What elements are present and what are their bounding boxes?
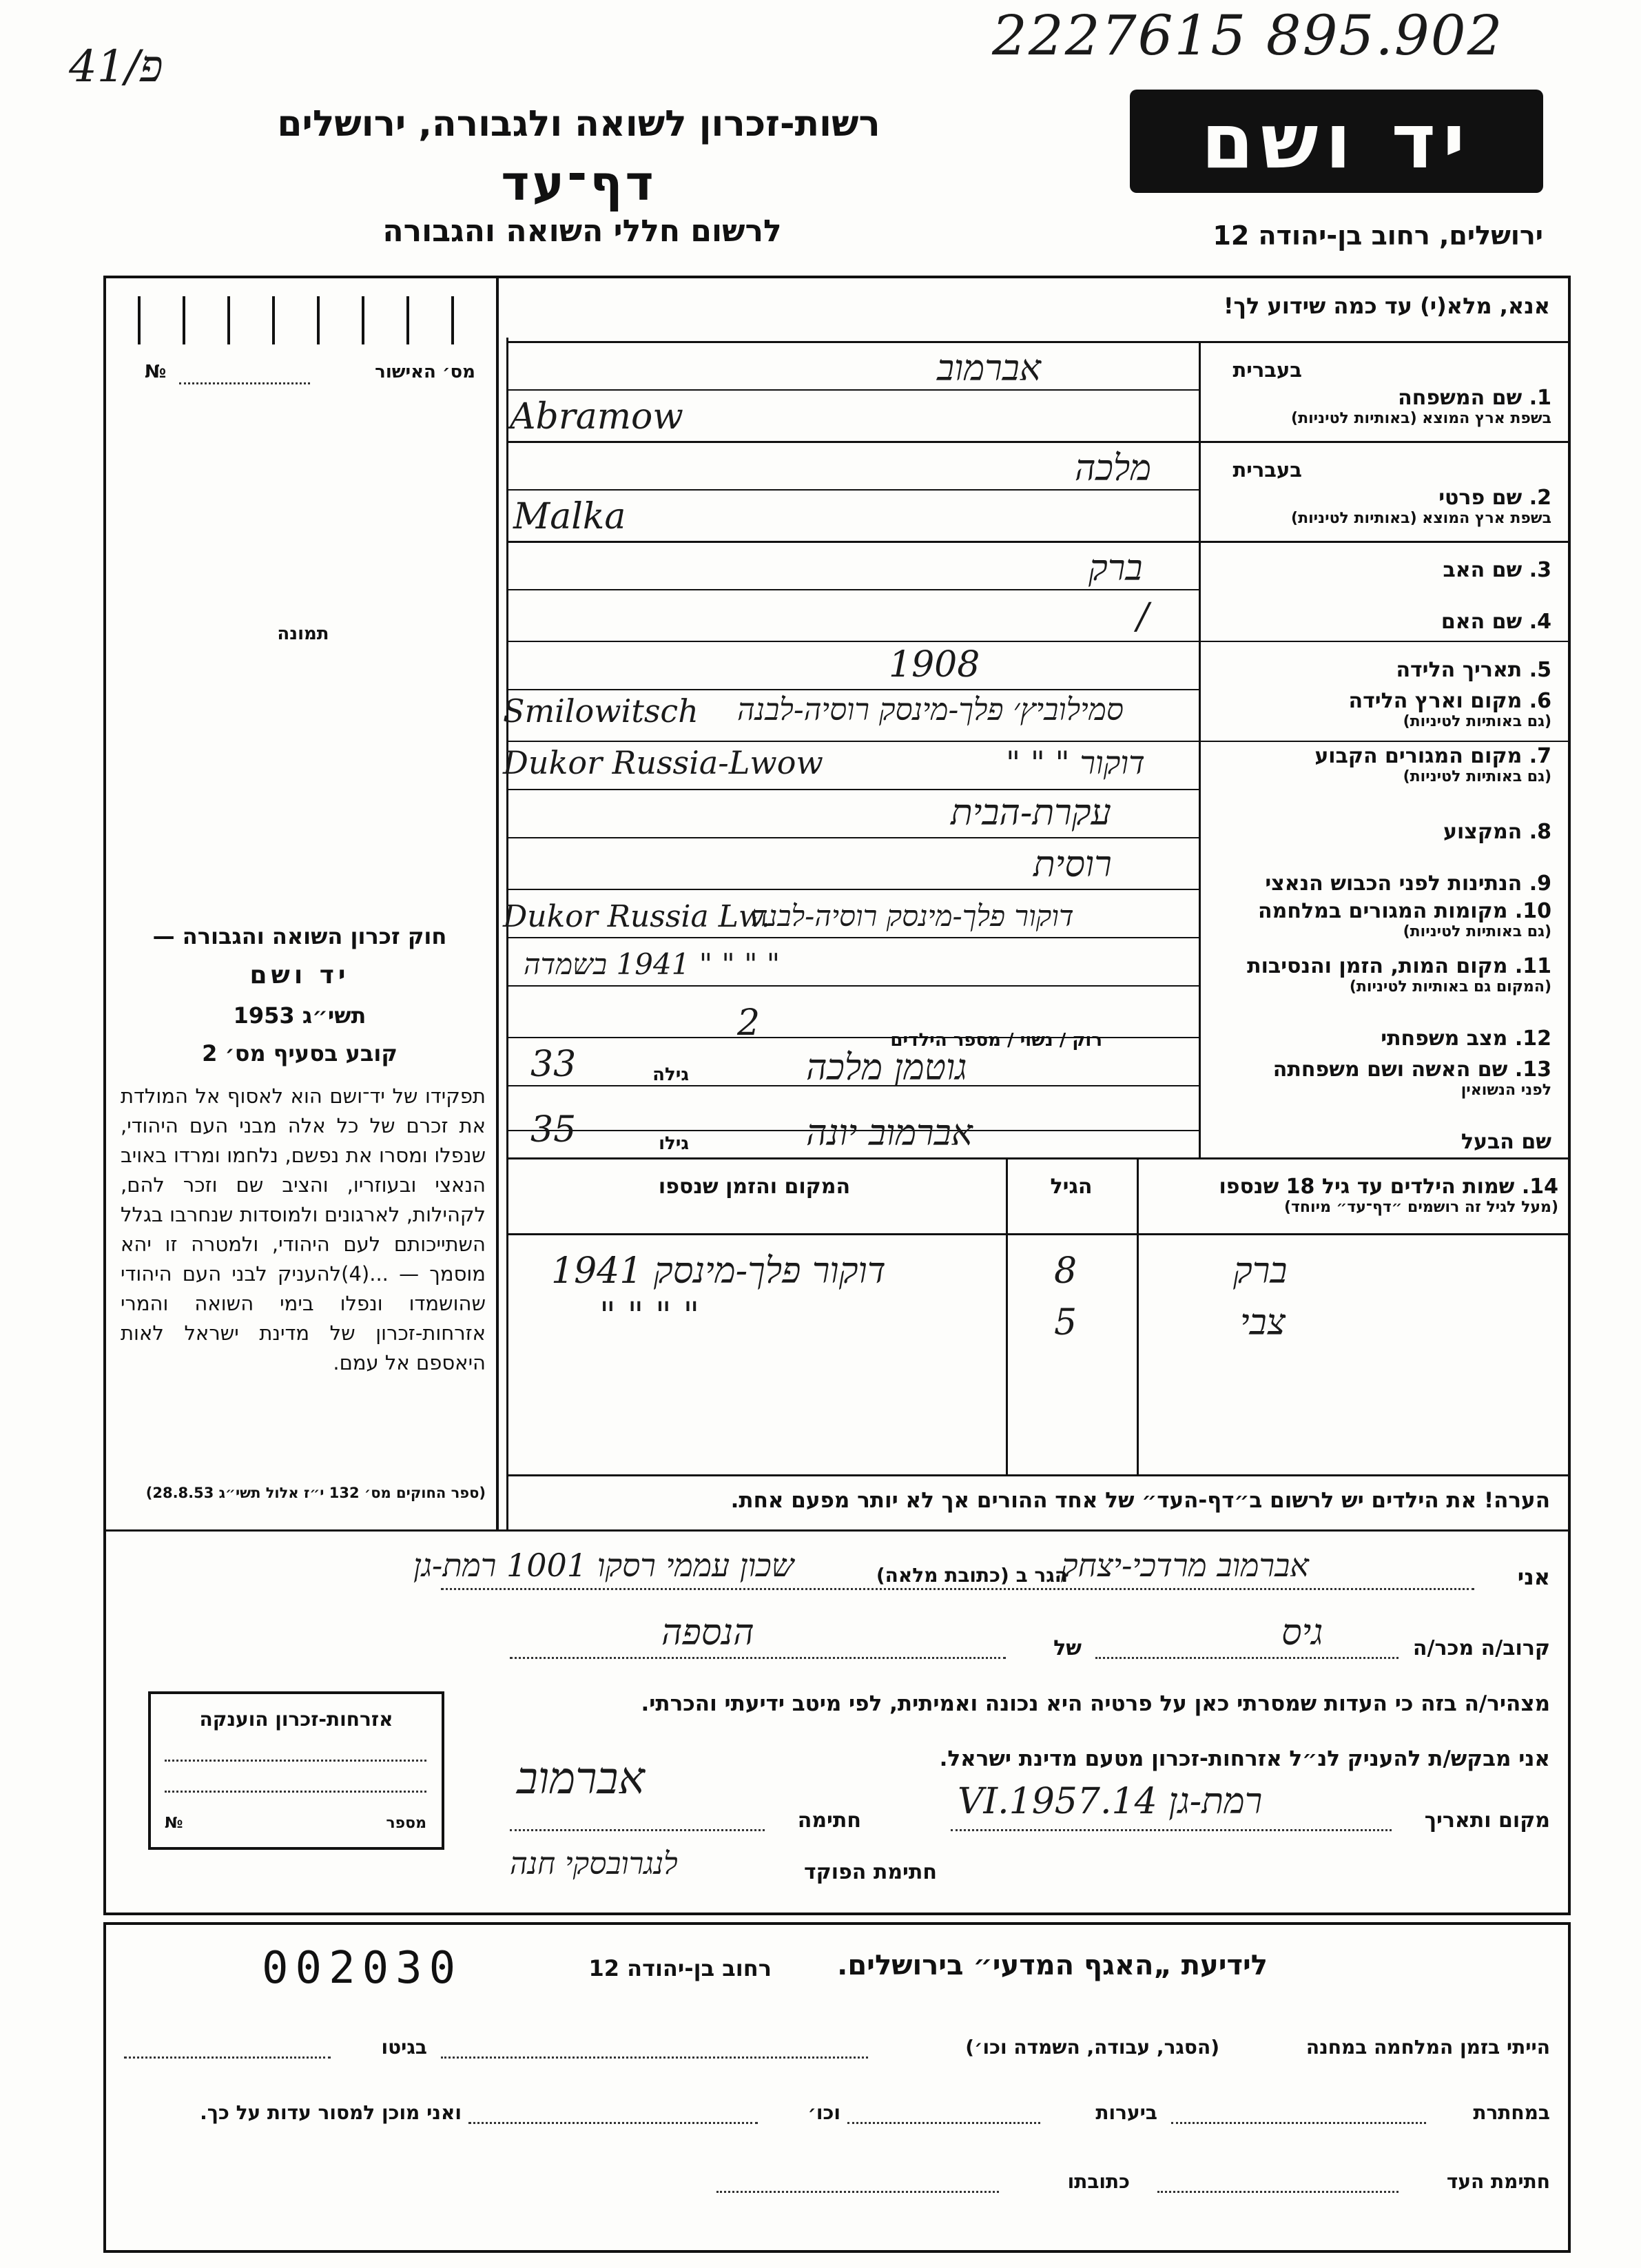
footer-line3-a: חתימת העד [1446,2170,1550,2193]
label-children-sub: (מעל לגיל זה רושמים ״דף־עד״ מיוחד) [1283,1199,1558,1216]
footer-line2-a: במחתרת [1473,2101,1550,2124]
officer-label: חתימת הפוקד [804,1860,937,1884]
label-birth-place-sub: (גם באותיות לטיניות) [1403,713,1551,730]
law-title: חוק זכרון השואה והגבורה — [152,923,447,949]
label-birth-date: 5. תאריך הלידה [1396,658,1551,682]
label-death-sub: (המקום גם באותיות לטיניות) [1349,978,1551,996]
citizenship-no-label: מספר [386,1815,426,1832]
label-children-text: 14. שמות הילדים עד גיל 18 שנספו [1219,1175,1558,1199]
label-birth-place-text: 6. מקום וארץ הלידה [1348,689,1551,713]
form-subtitle: לרשום חללי השואה והגבורה [382,214,782,249]
officer-value[interactable]: לנגרובסקי חנה [510,1846,678,1882]
label-first-name-sub: בשפת ארץ המוצא (באותיות לטיניות) [1291,510,1551,527]
marital-options: רוק / נשוי / מספר הילדים [890,1030,1102,1051]
receipt-ticks [131,296,482,344]
label-birth-place [1193,689,1551,730]
value-birth-date[interactable]: 1908 [889,644,980,685]
of-value[interactable]: הנספה [661,1612,754,1653]
value-children-count[interactable]: 2 [737,1002,761,1044]
value-family-he[interactable]: אברמוב [937,348,1041,389]
request: אני מבקש/ת להעניק לנ״ל אזרחות-זכרון מטעם מדינת ישראל. [939,1746,1550,1771]
label-father: 3. שם האב [1443,558,1551,582]
left-panel-divider [496,276,499,1529]
citizenship-box-title: אזרחות-זכרון הוענקה [199,1708,393,1731]
law-section: קובע בסעיף מס׳ 2 [202,1040,398,1066]
logo-text: יד ושם [1201,97,1472,185]
label-nationality: 9. הנתינות לפני הכבוש הנאצי [1265,872,1551,896]
law-name: יד ושם [249,961,350,989]
label-spouse-sub: לפני הנשואין [1461,1082,1551,1099]
age-male-label: גילו [659,1133,689,1154]
label-first-name-text: 2. שם פרטי [1438,486,1551,510]
value-husband[interactable]: אברמוב יונה [806,1113,973,1154]
age-female-label: גילה [652,1064,689,1085]
receipt-no: № [145,362,167,382]
value-war-place-lat[interactable]: Dukor Russia Lw. [503,899,771,934]
value-first-lat[interactable]: Malka [513,496,626,537]
footer-address: רחוב בן-יהודה 12 [588,1955,772,1981]
footer-line1-b: (הסגר, עבודה, השמדה וכו׳) [965,2036,1219,2059]
label-children [1076,1175,1558,1216]
yad-vashem-logo [1130,90,1543,193]
signature-value[interactable]: אברמוב [517,1753,645,1804]
declaration: מצהיר/ה בזה כי העדות שמסרתי כאן על פרטיה היא נכונה ואמיתית, לפי מיטב ידיעתי והכרתי. [641,1691,1550,1716]
value-first-he[interactable]: מלכה [1075,448,1152,489]
label-first-name [1193,486,1551,527]
note-text: הערה! את הילדים יש לרשום ב״דף-העד״ של אחד ההורים אך לא יותר מפעם אחת. [730,1488,1550,1513]
label-marital-status: 12. מצב משפחתי [1381,1027,1551,1051]
child-1-place[interactable]: דוקור פלך-מינסק 1941 [551,1250,886,1292]
value-birth-place-lat[interactable]: Smilowitsch [503,692,699,730]
value-husband-age[interactable]: 35 [530,1109,577,1151]
top-handwritten-number: 2227615 895.902 [992,3,1504,68]
relation-label: קרוב/ה מכר/ה [1412,1636,1550,1660]
value-spouse-age[interactable]: 33 [530,1044,577,1085]
receipt-no-line [179,382,310,384]
value-spouse[interactable]: גוטמן מלכה [806,1047,967,1089]
label-profession: 8. המקצוע [1443,820,1551,844]
value-family-lat[interactable]: Abramow [510,396,683,437]
footer-line3-b: כתובתו [1067,2170,1130,2193]
citizenship-no: № [165,1815,183,1832]
photo-label: תמונה [277,623,329,644]
in-hebrew-label-2: בעברית [1232,458,1302,482]
footer-title: לידיעת „האגף המדעי״ בירושלים. [837,1950,1268,1981]
form-title: דף־עד [501,155,657,212]
label-death [1193,954,1551,996]
witness-name[interactable]: אברמוב מרדכי-יצחק [1061,1547,1309,1584]
label-death-text: 11. מקום המות, הזמן והנסיבות [1247,954,1551,978]
label-residence-text: 7. מקום המגורים הקבוע [1314,744,1551,768]
value-death[interactable]: " " " " 1941 בשמדה [524,947,781,981]
label-mother: 4. שם האם [1441,610,1551,634]
value-profession[interactable]: עקרת-הבית [951,792,1111,834]
address: ירושלים, רחוב בן-יהודה 12 [1212,220,1543,251]
value-mother[interactable]: / [1137,596,1149,637]
law-reference: (ספר החוקים מס׳ 132 י״ז אלול תשי״ג 28.8.53) [145,1485,486,1501]
label-residence [1193,744,1551,785]
col-place-header: המקום והזמן שנספו [658,1175,851,1199]
footer-line2-d: ואני מוכן למסור עדות על כך. [200,2101,462,2124]
footer-line1-c: בגיטו [381,2036,427,2059]
law-year: תשי״ג 1953 [233,1002,367,1029]
label-war-residence [1193,899,1551,940]
footer-line2-c: וכו׳ [807,2101,840,2124]
relation-value[interactable]: גיס [1281,1612,1323,1653]
value-father[interactable]: ברק [1088,548,1143,589]
witness-address[interactable]: שכון עממי רסקו 1001 רמת-גן [413,1547,794,1584]
law-text: תפקידו של יד־ושם הוא לאסוף אל המולדת את זכרם של כל אלה מבני העם היהודי, שנפלו ומסרו את נפשם, נלחמו ומרדו באויב הנאצי ובעוזריו, והציב שם וזכר להם, לקהילות, לארגונים ולמוסדות שנחרבו בגלל השתייכותם לעם היהודי, ולמטרה זו יהא מוסמך — ...(4)להעניק לבני העם היהודי שהושמדו ונפלו בימי השואה והמרי אזרחות-זכרון של מדינת ישראל לאות היאספם אל עמם. [121,1084,486,1374]
label-husband: שם הבעל [1461,1130,1551,1154]
footer-line2-b: ביערות [1095,2101,1157,2124]
child-1-name[interactable]: ברק [1233,1250,1288,1292]
footer-serial: 002030 [262,1943,463,1994]
value-residence-lat[interactable]: Dukor Russia-Lwow [503,744,823,781]
child-2-age[interactable]: 5 [1054,1302,1077,1343]
intro-text: אנא, מלא(י) עד כמה שידוע לך! [1223,293,1550,319]
witness-address-label: הגר ב (כתובת מלאה) [876,1564,1068,1587]
footer-line1-a: הייתי בזמן המלחמה במחנה [1305,2036,1550,2059]
of-label: של [1053,1636,1082,1660]
place-date-label: מקום ותאריך [1424,1808,1550,1833]
child-2-name[interactable]: צבי [1240,1302,1286,1343]
label-war-residence-sub: (גם באותיות לטיניות) [1403,923,1551,940]
child-1-age[interactable]: 8 [1054,1250,1077,1292]
value-residence-he[interactable]: דוקור " " " [1006,744,1145,781]
receipt-label: מס׳ האישור [375,362,475,382]
label-spouse [1193,1058,1551,1099]
value-war-place-he[interactable]: דוקור פלך-מינסק רוסיה-לבנה [751,899,1074,933]
in-hebrew-label-1: בעברית [1232,358,1302,382]
witness-i-label: אני [1517,1564,1550,1590]
child-2-place[interactable]: " " " " [599,1295,700,1337]
value-birth-place-he[interactable]: סמילוביץ׳ פלך-מינסק רוסיה-לבנה [737,692,1124,728]
label-spouse-text: 13. שם האשה ושם משפחתה [1272,1058,1551,1082]
value-nationality[interactable]: רוסית [1033,844,1112,885]
label-war-residence-text: 10. מקומות המגורים במלחמה [1258,899,1551,923]
signature-label: חתימה [797,1808,861,1833]
citizenship-box [148,1691,444,1850]
label-family-name-text: 1. שם המשפחה [1398,386,1551,410]
institution-name: רשות-זכרון לשואה ולגבורה, ירושלים [277,103,880,145]
label-family-name-sub: בשפת ארץ המוצא (באותיות לטיניות) [1291,410,1551,427]
top-left-mark: 41/פ [69,41,163,92]
label-residence-sub: (גם באותיות לטיניות) [1403,768,1551,785]
label-family-name [1193,386,1551,427]
col-age-header: הגיל [1050,1175,1093,1199]
place-date-value[interactable]: רמת-גן 14.VI.1957 [958,1781,1263,1822]
